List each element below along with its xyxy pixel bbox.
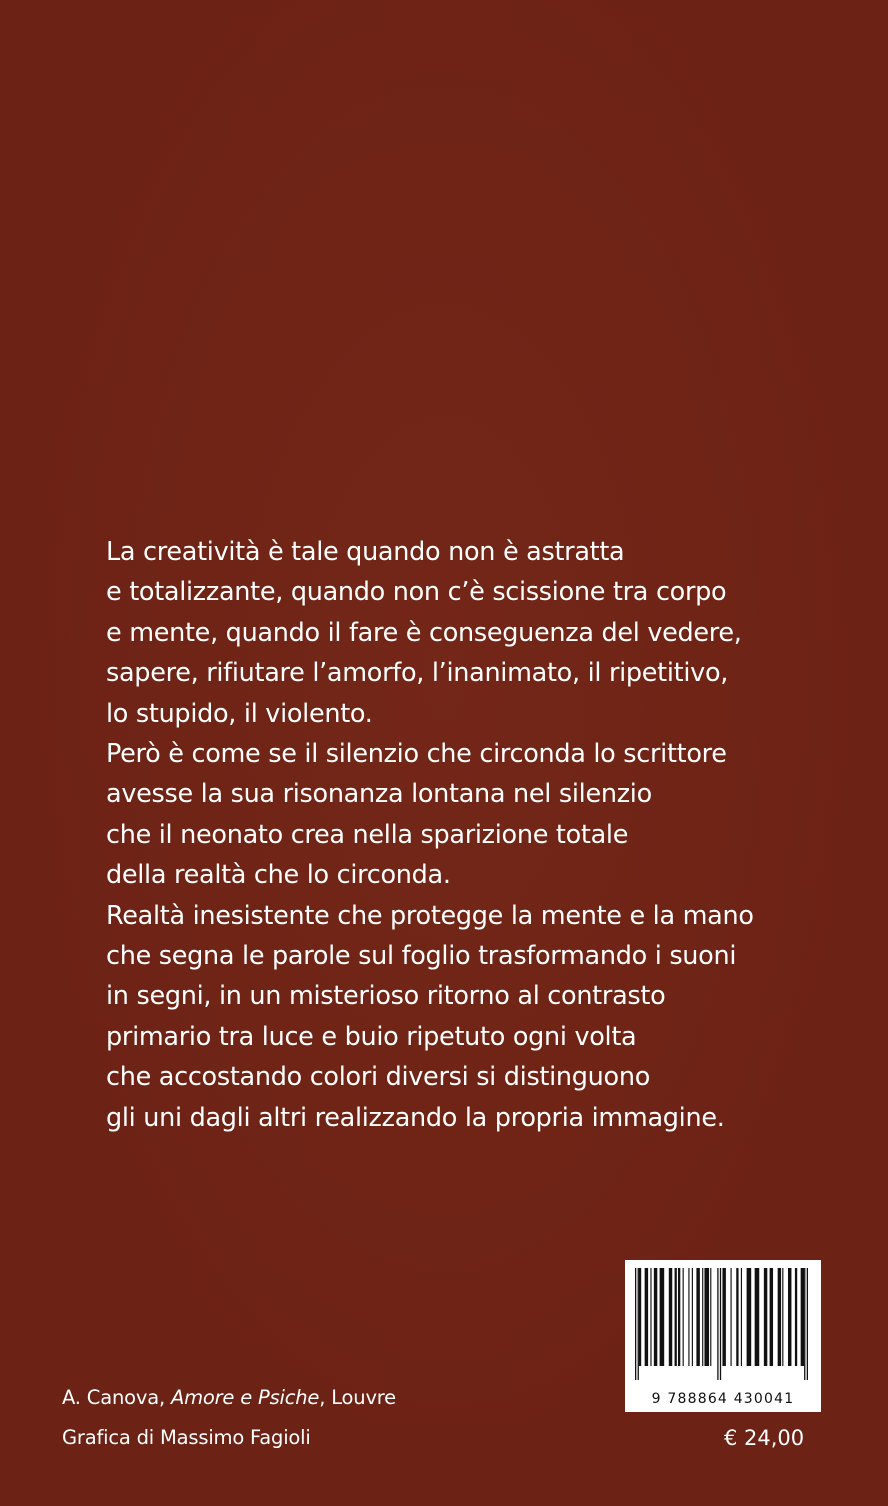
blurb-line: La creatività è tale quando non è astratta — [106, 537, 625, 567]
barcode-bar — [635, 1268, 636, 1380]
barcode-bar — [660, 1268, 665, 1366]
blurb-line: primario tra luce e buio ripetuto ogni volta — [106, 1021, 637, 1052]
blurb-text — [106, 532, 826, 1138]
barcode-bar — [778, 1268, 781, 1366]
blurb-line: Però è come se il silenzio che circonda lo scrittore — [106, 739, 727, 770]
barcode-bar — [717, 1268, 718, 1380]
credit-location: , Louvre — [319, 1386, 396, 1409]
credits — [62, 1378, 396, 1458]
barcode-label — [625, 1260, 821, 1412]
barcode-bar — [638, 1268, 639, 1380]
isbn-number: 9 788864 430041 — [651, 1391, 795, 1407]
credit-artist: A. Canova, — [62, 1386, 171, 1409]
barcode-bar — [720, 1268, 721, 1380]
barcode-bar — [741, 1268, 742, 1366]
blurb-line: sapere, rifiutare l’amorfo, l’inanimato, il ripetitivo, — [106, 658, 729, 689]
price-label: € 24,00 — [724, 1426, 805, 1450]
barcode-bar — [650, 1268, 651, 1366]
blurb-line: che accostando colori diversi si distinguono — [106, 1062, 650, 1093]
barcode — [633, 1268, 813, 1380]
blurb-line: Realtà inesistente che protegge la mente e la mano — [106, 900, 754, 931]
barcode-bar — [782, 1268, 783, 1366]
barcode-bar — [683, 1268, 684, 1366]
barcode-bar — [688, 1268, 689, 1366]
barcode-bar — [764, 1268, 767, 1366]
credit-title-join: e — [234, 1386, 259, 1409]
barcode-bar — [675, 1268, 677, 1366]
blurb-line: avesse la sua risonanza lontana nel silenzio — [106, 779, 652, 810]
blurb-line: in segni, in un misterioso ritorno al contrasto — [106, 981, 666, 1012]
barcode-bar — [678, 1268, 680, 1366]
barcode-bar — [801, 1268, 804, 1366]
blurb-line: lo stupido, il violento. — [106, 698, 373, 729]
barcode-bar — [755, 1268, 760, 1366]
barcode-bar — [639, 1268, 641, 1366]
barcode-bar — [788, 1268, 791, 1366]
barcode-bar — [696, 1268, 699, 1366]
barcode-bar — [645, 1268, 648, 1366]
barcode-bar — [722, 1268, 725, 1366]
credit-title-part2: Psiche — [258, 1386, 320, 1409]
blurb-line: e totalizzante, quando non c’è scissione tra corpo — [106, 577, 727, 608]
barcode-bar — [654, 1268, 657, 1366]
graphics-credit: Grafica di Massimo Fagioli — [62, 1426, 311, 1449]
credit-title-part1: Amore — [170, 1386, 235, 1409]
blurb-line: e mente, quando il fare è conseguenza del vedere, — [106, 617, 742, 648]
blurb-line: gli uni dagli altri realizzando la propria immagine. — [106, 1102, 725, 1133]
barcode-bar — [702, 1268, 703, 1366]
blurb-line: che segna le parole sul foglio trasformando i suoni — [106, 941, 737, 972]
barcode-bar — [795, 1268, 797, 1366]
barcode-bar — [747, 1268, 752, 1366]
blurb-line: che il neonato crea nella sparizione totale — [106, 819, 629, 850]
barcode-bar — [770, 1268, 773, 1366]
cover-image-credit — [62, 1378, 396, 1418]
barcode-bar — [731, 1268, 732, 1366]
barcode-bar — [804, 1268, 805, 1380]
barcode-bar — [807, 1268, 808, 1380]
barcode-bar — [710, 1268, 711, 1366]
barcode-bar — [704, 1268, 709, 1366]
barcode-bar — [736, 1268, 738, 1366]
barcode-bar — [669, 1268, 672, 1366]
barcode-bar — [692, 1268, 693, 1366]
blurb-line: della realtà che lo circonda. — [106, 860, 451, 891]
